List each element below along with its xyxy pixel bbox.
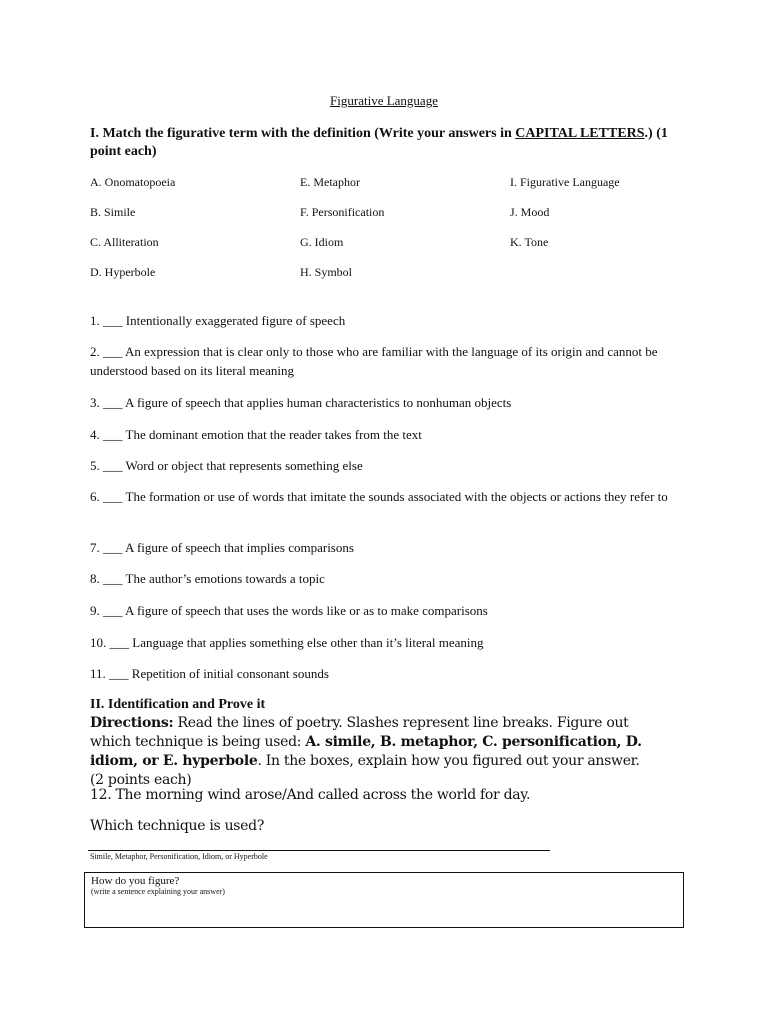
directions-text: Read the lines of poetry. Slashes represent line breaks. Figure out which technique is being used: xyxy=(90,715,629,750)
directions-label: Directions: xyxy=(90,715,174,731)
question-10: 10. ___ Language that applies something else other than it’s literal meaning xyxy=(90,635,484,650)
term-item: G. Idiom xyxy=(300,235,344,249)
term-item: H. Symbol xyxy=(300,265,353,279)
directions xyxy=(90,714,655,790)
section-1-heading-emphasis: CAPITAL LETTERS xyxy=(515,126,645,141)
directions-options: A. simile, B. metaphor, C. personification, D. idiom, or E. hyperbole xyxy=(90,734,642,769)
which-technique-prompt: Which technique is used? xyxy=(90,818,265,834)
answer-line[interactable] xyxy=(88,850,550,851)
section-1-heading-suffix: .) (1 point each) xyxy=(90,126,668,159)
term-item: D. Hyperbole xyxy=(90,265,156,279)
explanation-box-hint: (write a sentence explaining your answer) xyxy=(91,887,225,896)
section-1-heading xyxy=(90,125,690,161)
explanation-box[interactable] xyxy=(84,872,684,928)
term-item: C. Alliteration xyxy=(90,235,159,249)
question-8: 8. ___ The author’s emotions towards a topic xyxy=(90,571,325,586)
question-11: 11. ___ Repetition of initial consonant sounds xyxy=(90,666,329,681)
question-1: 1. ___ Intentionally exaggerated figure of speech xyxy=(90,313,346,328)
term-item: J. Mood xyxy=(510,205,550,219)
explanation-box-heading: How do you figure? xyxy=(91,875,180,887)
term-item: A. Onomatopoeia xyxy=(90,175,176,189)
section-2-heading: II. Identification and Prove it xyxy=(90,697,266,712)
term-item: I. Figurative Language xyxy=(510,175,620,189)
question-12: 12. The morning wind arose/And called across the world for day. xyxy=(90,787,531,803)
question-4: 4. ___ The dominant emotion that the reader takes from the text xyxy=(90,427,422,442)
section-1-heading-text: I. Match the figurative term with the definition (Write your answers in xyxy=(90,126,516,141)
question-6: 6. ___ The formation or use of words that imitate the sounds associated with the objects or actions they refer to xyxy=(90,489,668,504)
question-5: 5. ___ Word or object that represents something else xyxy=(90,458,363,473)
term-item: E. Metaphor xyxy=(300,175,360,189)
directions-text-end: . In the boxes, explain how you figured out your answer. (2 points each) xyxy=(90,753,640,788)
term-item: B. Simile xyxy=(90,205,136,219)
page-title: Figurative Language xyxy=(330,93,438,108)
question-3: 3. ___ A figure of speech that applies human characteristics to nonhuman objects xyxy=(90,395,512,410)
term-item: F. Personification xyxy=(300,205,385,219)
technique-options: Simile, Metaphor, Personification, Idiom, or Hyperbole xyxy=(90,852,268,861)
term-item: K. Tone xyxy=(510,235,549,249)
question-7: 7. ___ A figure of speech that implies comparisons xyxy=(90,540,354,555)
question-2: 2. ___ An expression that is clear only to those who are familiar with the language of its origin and cannot be understood based on its literal meaning xyxy=(90,344,658,378)
question-9: 9. ___ A figure of speech that uses the words like or as to make comparisons xyxy=(90,603,488,618)
